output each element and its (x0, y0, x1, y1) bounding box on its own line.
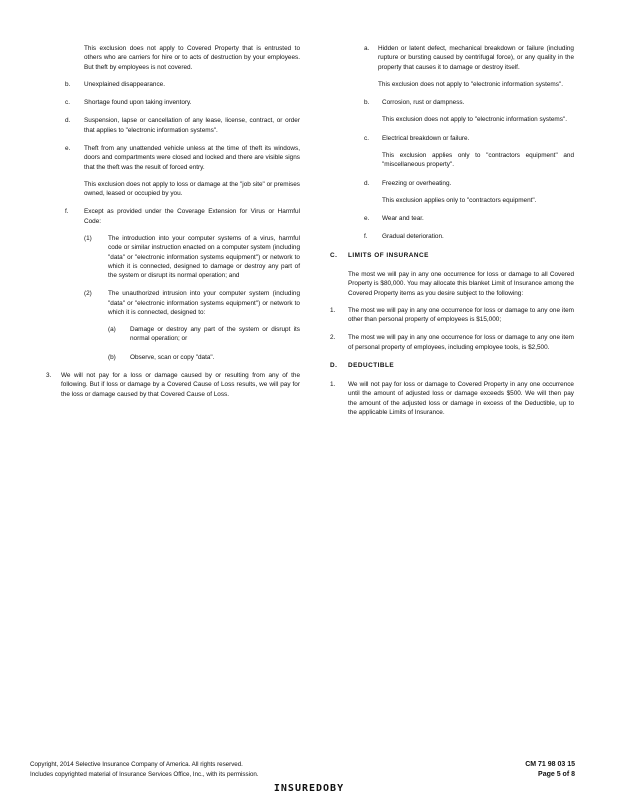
exclusion-text: Theft from any unattended vehicle unless at the time of theft its windows, doors and compartments were closed and locked and there are visible signs that the theft was the result of forced entry. (84, 144, 300, 171)
exclusion-text: Suspension, lapse or cancellation of any lease, license, contract, or order that applies to "electronic information systems". (84, 117, 300, 134)
exclusion-intro: This exclusion does not apply to Covered Property that is entrusted to others who are carriers for hire or to acts of destruction by your employees. But theft by employees is not covered. (84, 45, 300, 71)
section-deductible-heading (330, 361, 574, 370)
exclusion-text: Electrical breakdown or failure. (382, 134, 470, 142)
form-info (525, 760, 575, 780)
exclusion-3b (364, 98, 574, 125)
list-marker: (1) (84, 234, 92, 242)
list-marker: f. (65, 208, 69, 216)
section-marker: D. (330, 361, 338, 369)
exclusion-f-2 (84, 289, 300, 362)
list-marker: (b) (108, 353, 116, 361)
limits-item-1 (330, 306, 574, 325)
copyright-line: Copyright, 2014 Selective Insurance Company of America. All rights reserved. (30, 761, 243, 768)
list-marker: a. (364, 45, 370, 52)
exclusion-text: Hidden or latent defect, mechanical breakdown or failure (including rupture or bursting caused by centrifugal force), or any quality in the property that causes it to damage or destroy itself. (378, 45, 574, 71)
exclusion-d (50, 116, 300, 135)
list-marker: b. (364, 99, 370, 107)
exclusion-3c (364, 134, 574, 170)
exclusion-c (50, 98, 300, 107)
list-marker: c. (364, 134, 369, 142)
exclusion-3a (364, 44, 574, 89)
exclusion-3 (46, 371, 300, 399)
watermark-text: INSUREDOBY (273, 783, 345, 794)
list-marker: 1. (330, 306, 336, 314)
exclusion-text: Freezing or overheating. (382, 179, 452, 187)
limits-text: The most we will pay in any one occurrence for loss or damage to any one item of personal property of employees, including employee tools, is $2,500. (348, 334, 574, 351)
list-marker: (2) (84, 290, 92, 298)
list-marker: e. (65, 144, 71, 152)
exclusion-e (50, 144, 300, 198)
right-column (330, 44, 574, 426)
list-marker: d. (364, 179, 370, 187)
exclusion-subtext: This exclusion applies only to "contractors equipment". (382, 196, 537, 204)
section-heading: DEDUCTIBLE (348, 361, 395, 369)
page-footer (30, 760, 575, 780)
permission-line: Includes copyrighted material of Insurance Services Office, Inc., with its permission. (30, 770, 259, 778)
list-marker: 2. (330, 334, 336, 342)
section-marker: C. (330, 251, 338, 259)
list-marker: f. (364, 233, 368, 241)
exclusion-text: The introduction into your computer systems of a virus, harmful code or similar instruction enacted on a computer system (including "data" or "electronic information systems equipment") or network to which it is connected, designed to damage or destroy any part of the system or disrupt its normal operation; and (108, 234, 300, 280)
exclusion-subtext: This exclusion does not apply to loss or damage at the "job site" or premises owned, leased or occupied by you. (84, 180, 300, 198)
exclusion-text: Unexplained disappearance. (84, 80, 166, 88)
page-number: Page 5 of 8 (538, 770, 575, 778)
list-marker: c. (65, 99, 70, 107)
exclusion-3f (364, 232, 574, 241)
deductible-item-1 (330, 380, 574, 417)
exclusion-text: Shortage found upon taking inventory. (84, 99, 192, 107)
list-marker: e. (364, 215, 370, 223)
exclusion-text: Damage or destroy any part of the system or disrupt its normal operation; or (130, 326, 300, 343)
exclusion-text: Wear and tear. (382, 215, 424, 223)
list-marker: b. (65, 80, 71, 88)
form-number: CM 71 98 03 15 (525, 761, 575, 768)
exclusion-text: Corrosion, rust or dampness. (382, 99, 465, 107)
exclusion-f (50, 207, 300, 362)
list-marker: (a) (108, 326, 116, 334)
list-marker: d. (65, 117, 71, 125)
exclusion-text: The unauthorized intrusion into your computer system (including "data" or "electronic information systems equipment") or network to which it is connected, designed to: (108, 290, 300, 316)
exclusion-subtext: This exclusion does not apply to "electronic information systems". (382, 116, 567, 124)
exclusion-text: We will not pay for a loss or damage caused by or resulting from any of the following. But if loss or damage by a Covered Cause of Loss results, we will pay for the loss or damage caused by that Covered Cause of Loss. (61, 372, 300, 398)
exclusion-subtext: This exclusion applies only to "contractors equipment" and "miscellaneous property". (382, 151, 574, 169)
exclusion-f-2-b (108, 353, 300, 362)
exclusion-3d (364, 179, 574, 206)
limits-item-2 (330, 333, 574, 352)
deductible-text: We will not pay for loss or damage to Covered Property in any one occurrence until the amount of adjusted loss or damage exceeds $500. We will then pay the amount of the adjusted loss or damage in excess of the Deductible, up to the applicable Limits of Insurance. (348, 381, 574, 417)
left-column (46, 44, 300, 408)
list-marker: 1. (330, 381, 336, 389)
exclusion-3e (364, 214, 574, 223)
exclusion-subtext: This exclusion does not apply to "electronic information systems". (378, 80, 563, 88)
exclusion-text: Gradual deterioration. (382, 233, 444, 241)
exclusion-f-1 (84, 234, 300, 280)
section-heading: LIMITS OF INSURANCE (348, 251, 429, 259)
section-limits-heading (330, 251, 574, 260)
exclusion-b (50, 80, 300, 89)
exclusion-text: Observe, scan or copy "data". (130, 353, 215, 361)
limits-text: The most we will pay in any one occurrence for loss or damage to any one item other than personal property of employees is $15,000; (348, 306, 574, 324)
limits-body: The most we will pay in any one occurrence for loss or damage to all Covered Property is $80,000. You may allocate this blanket Limit of Insurance among the Covered Property items as you desire subject to the following: (348, 270, 574, 297)
exclusion-text: Except as provided under the Coverage Extension for Virus or Harmful Code: (84, 208, 300, 225)
exclusion-f-2-a (108, 325, 300, 344)
list-marker: 3. (46, 372, 52, 380)
